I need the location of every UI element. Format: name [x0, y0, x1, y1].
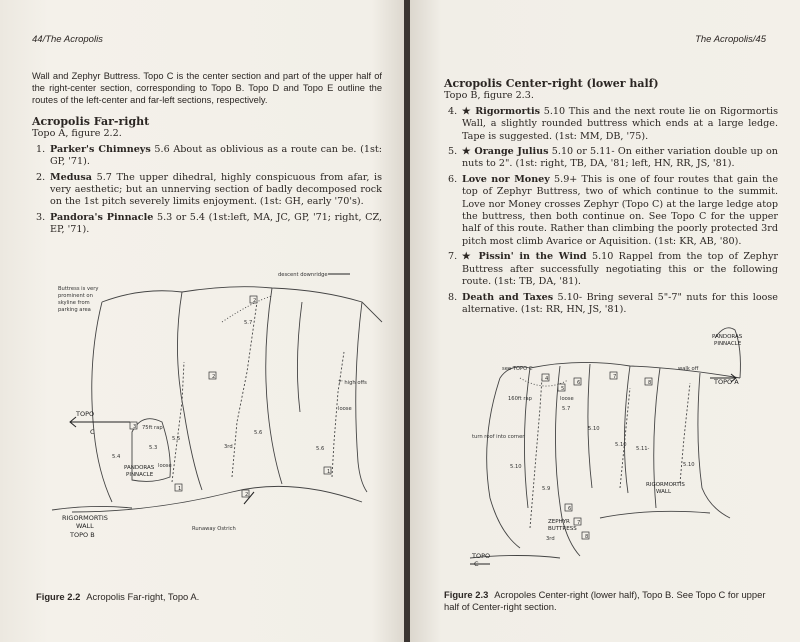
svg-text:8: 8	[585, 534, 589, 540]
section-title-far-right: Acropolis Far-right	[32, 115, 150, 128]
svg-text:5.10: 5.10	[588, 426, 600, 432]
see-topo-c-label: see TOPO C	[502, 366, 533, 372]
section-sub-center-right: Topo B, figure 2.3.	[444, 90, 534, 102]
left-intro-paragraph: Wall and Zephyr Buttress. Topo C is the center section and part of the upper half of the right-center section, corresponding to Topo B. Topo D and Topo E outline the routes of the left-center and far-left sections, respectively.	[32, 71, 382, 106]
route-item: 8. Death and Taxes 5.10- Bring several 5"-7" nuts for this loose alternative. (1st: RR, HN, JS, '81).	[448, 291, 778, 315]
svg-text:5.10: 5.10	[683, 462, 695, 468]
route-item: 6. Love nor Money 5.9+ This is one of four routes that gain the top of Zephyr Buttress, two of which continue to the summit. Love nor Money crosses Zephyr (Topo C) at the large ledge atop the buttress, then both continue on. See Topo C for the upper half of this route. Rather than climbing the poorly protected 3rd pitch most climb Avarice or Aquisition. (1st: KR, AB, '80).	[448, 173, 778, 247]
svg-text:WALL: WALL	[656, 489, 672, 495]
svg-text:6: 6	[577, 380, 581, 386]
pandoras-label: PANDORAS	[124, 465, 155, 471]
svg-text:5.10: 5.10	[510, 464, 522, 470]
topo-a-svg	[32, 262, 392, 562]
svg-text:5: 5	[561, 386, 565, 392]
zephyr-label: ZEPHYR	[548, 519, 570, 525]
svg-text:3rd: 3rd	[546, 536, 555, 542]
topo-b-drawing	[450, 318, 780, 568]
svg-text:prominent on: prominent on	[58, 293, 93, 299]
topo-c-label-b: TOPO	[472, 552, 491, 560]
svg-text:5.10: 5.10	[615, 442, 627, 448]
rigormortis-label-b: RIGORMORTIS	[646, 482, 685, 488]
center-right-section	[444, 78, 778, 319]
topo-c-label: TOPO	[76, 410, 95, 418]
buttress-outline	[92, 302, 112, 502]
topo-a-drawing	[32, 262, 392, 562]
route-item: 5. ★ Orange Julius 5.10 or 5.11- On either variation double up on nuts to 2". (1st: right, TB, DA, '81; left, HN, RR, JS, '81).	[448, 146, 778, 170]
svg-text:C: C	[90, 428, 95, 436]
svg-text:5.3: 5.3	[149, 445, 158, 451]
svg-text:2: 2	[245, 492, 249, 498]
svg-text:6: 6	[568, 506, 572, 512]
svg-text:7' high offs: 7' high offs	[338, 380, 367, 386]
descent-label: descent downridge	[278, 272, 328, 278]
svg-text:4: 4	[545, 376, 549, 382]
svg-text:turn roof into corner: turn roof into corner	[472, 434, 525, 440]
svg-text:5.7: 5.7	[244, 320, 253, 326]
svg-text:BUTTRESS: BUTTRESS	[548, 526, 577, 532]
svg-text:WALL: WALL	[76, 522, 94, 530]
route-item: 4. ★ Rigormortis 5.10 This and the next route lie on Rigormortis Wall, a slightly rounded buttress which ends at a large ledge. Tape is suggested. (1st: MM, DB, '75).	[448, 105, 778, 142]
left-running-head: 44/The Acropolis	[32, 34, 103, 45]
svg-text:TOPO B: TOPO B	[70, 531, 95, 539]
svg-text:7: 7	[613, 374, 617, 380]
topo-b-svg	[450, 318, 780, 568]
svg-text:parking area: parking area	[58, 307, 91, 313]
svg-text:3: 3	[133, 424, 137, 430]
pandoras-label-b: PANDORAS	[712, 334, 743, 340]
figure-2-3-caption: Figure 2.3 Acropoles Center-right (lower half), Topo B. See Topo C for upper half of Center-right section.	[444, 589, 766, 612]
svg-text:C: C	[474, 560, 479, 568]
section-title-center-right: Acropolis Center-right (lower half)	[444, 77, 659, 90]
svg-text:8: 8	[648, 380, 652, 386]
section-sub-far-right: Topo A, figure 2.2.	[32, 128, 122, 140]
svg-text:7: 7	[577, 520, 581, 526]
figure-2-2-caption: Figure 2.2 Acropolis Far-right, Topo A.	[36, 591, 200, 602]
rigormortis-label: RIGORMORTIS	[62, 514, 108, 522]
topo-a-label: TOPO A	[714, 378, 739, 386]
runaway-ostrich-label: Runaway Ostrich	[192, 526, 236, 532]
svg-text:loose: loose	[158, 463, 172, 469]
svg-text:PINNACLE: PINNACLE	[714, 341, 742, 347]
svg-text:2: 2	[253, 298, 257, 304]
route-item: 7. ★ Pissin' in the Wind 5.10 Rappel from the top of Zephyr Buttress after successfully negotiating this or the following route. (1st: TB, DA, '81).	[448, 251, 779, 288]
svg-text:2: 2	[212, 374, 216, 380]
route-item: 3. Pandora's Pinnacle 5.3 or 5.4 (1st:left, MA, JC, GP, '71; right, CZ, EP, '71).	[36, 211, 382, 236]
far-right-section	[32, 116, 382, 240]
svg-text:75ft rap: 75ft rap	[142, 425, 163, 431]
svg-text:5.4: 5.4	[112, 454, 121, 460]
svg-text:5.6: 5.6	[254, 430, 263, 436]
svg-text:160ft rap: 160ft rap	[508, 396, 532, 402]
svg-text:3rd: 3rd	[224, 444, 233, 450]
right-running-head: The Acropolis/45	[695, 34, 766, 45]
route-item: 1. Parker's Chimneys 5.6 About as oblivious as a route can be. (1st: GP, '71).	[36, 143, 382, 168]
svg-text:1: 1	[327, 469, 331, 475]
svg-text:5.11-: 5.11-	[636, 446, 650, 452]
route-list-far-right	[32, 144, 382, 237]
route-item: 2. Medusa 5.7 The upper dihedral, highly conspicuous from afar, is very aesthetic; but an unnerving section of badly decomposed rock on the 1st pitch severely limits enjoyment. (1st: GH, early '70's).	[36, 171, 382, 208]
svg-text:skyline from: skyline from	[58, 300, 90, 306]
svg-text:loose: loose	[338, 406, 352, 412]
svg-text:5.5: 5.5	[172, 436, 181, 442]
svg-text:5.7: 5.7	[562, 406, 571, 412]
svg-text:5.6: 5.6	[316, 446, 325, 452]
svg-text:loose: loose	[560, 396, 574, 402]
svg-text:5.9: 5.9	[542, 486, 551, 492]
svg-text:1: 1	[178, 486, 182, 492]
right-page	[410, 0, 800, 642]
walk-off-label: walk off	[678, 366, 699, 372]
route-list-center-right	[444, 106, 778, 317]
svg-text:PINNACLE: PINNACLE	[126, 472, 154, 478]
buttress-note: Buttress is very	[58, 286, 99, 292]
ridge-line	[102, 287, 382, 322]
